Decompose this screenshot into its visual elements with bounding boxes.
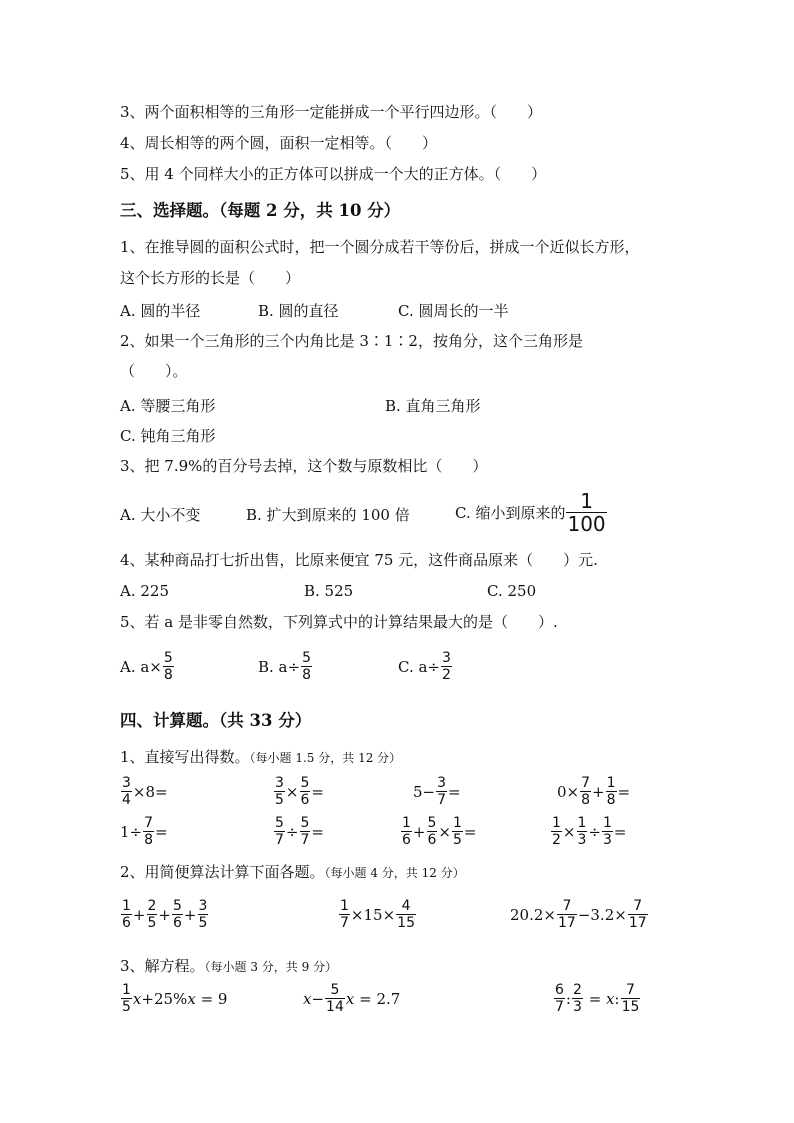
equation-1: $\frac{1}{5}$ x + 25% x = 9 xyxy=(122,982,228,1015)
choice-q1-line1: 1、在推导圆的面积公式时，把一个圆分成若干等份后，拼成一个近似长方形， xyxy=(120,238,640,256)
equation-2: x − $\frac{5}{14}$ x = 2.7 xyxy=(303,982,401,1015)
mental-calc-8: $\frac{1}{2}$ × $\frac{1}{3}$ ÷ $\frac{1}{3}$ = xyxy=(552,815,627,848)
mental-calc-4: 0 × $\frac{7}{8}$ + $\frac{1}{8}$ = xyxy=(557,775,631,808)
simplify-calc-2: $\frac{1}{7}$ × 15 × $\frac{4}{15}$ xyxy=(340,898,415,931)
choice-q1-option-a: A. 圆的半径 xyxy=(120,302,201,320)
choice-q2-option-c: C. 钝角三角形 xyxy=(120,427,216,445)
mental-calc-7: $\frac{1}{6}$ + $\frac{5}{6}$ × $\frac{1}{5}$ = xyxy=(402,815,477,848)
choice-q1-line2: 这个长方形的长是（ ） xyxy=(120,269,301,287)
section-title-choice: 三、选择题。（每题 2 分，共 10 分） xyxy=(120,201,401,220)
choice-q4-option-a: A. 225 xyxy=(120,582,169,600)
mental-calc-6: $\frac{5}{7}$ ÷ $\frac{5}{7}$ = xyxy=(275,815,324,848)
fraction: $\frac{3}{2}$ xyxy=(442,650,451,683)
choice-q3-stem: 3、把 7.9%的百分号去掉，这个数与原数相比（ ） xyxy=(120,457,488,475)
choice-q3-option-c xyxy=(455,490,608,535)
mental-calc-2: $\frac{3}{5}$ × $\frac{5}{6}$ = xyxy=(275,775,324,808)
choice-q2-option-b: B. 直角三角形 xyxy=(385,397,481,415)
calc-s3-title: 3、解方程。（每小题 3 分，共 9 分） xyxy=(120,957,338,975)
choice-q4-stem: 4、某种商品打七折出售，比原来便宜 75 元，这件商品原来（ ）元. xyxy=(120,551,598,569)
choice-q2-option-a: A. 等腰三角形 xyxy=(120,397,216,415)
judge-q3: 3、两个面积相等的三角形一定能拼成一个平行四边形。（ ） xyxy=(120,103,543,121)
calc-s2-title: 2、用简便算法计算下面各题。（每小题 4 分，共 12 分） xyxy=(120,863,465,881)
choice-q5-stem: 5、若 a 是非零自然数，下列算式中的计算结果最大的是（ ）. xyxy=(120,613,558,631)
mental-calc-1: $\frac{3}{4}$ × 8 = xyxy=(122,775,168,808)
choice-q5-option-b: B. a÷ $\frac{5}{8}$ xyxy=(258,650,311,683)
choice-q3-option-c-label: C. 缩小到原来的 xyxy=(455,504,566,522)
choice-q3-option-a: A. 大小不变 xyxy=(120,506,201,524)
choice-q1-option-c: C. 圆周长的一半 xyxy=(398,302,509,320)
calc-s1-title: 1、直接写出得数。（每小题 1.5 分，共 12 分） xyxy=(120,748,402,766)
choice-q4-option-c: C. 250 xyxy=(487,582,537,600)
equation-3: $\frac{6}{7}$ : $\frac{2}{3}$ = x : $\frac{7}{15}$ xyxy=(555,982,640,1015)
mental-calc-3: 5 − $\frac{3}{7}$ = xyxy=(413,775,461,808)
choice-q5-option-c: C. a÷ $\frac{3}{2}$ xyxy=(398,650,451,683)
choice-q5-option-a: A. a× $\frac{5}{8}$ xyxy=(120,650,173,683)
judge-q5: 5、用 4 个同样大小的正方体可以拼成一个大的正方体。（ ） xyxy=(120,165,547,183)
fraction: $\frac{5}{8}$ xyxy=(163,650,173,683)
mental-calc-5: 1 ÷ $\frac{7}{8}$ = xyxy=(120,815,168,848)
fraction-one-hundredth: $\frac{1}{100}$ xyxy=(567,489,606,536)
choice-q2-line2: （ ）。 xyxy=(120,362,188,380)
choice-q1-option-b: B. 圆的直径 xyxy=(258,302,339,320)
simplify-calc-3: 20.2 × $\frac{7}{17}$ − 3.2 × $\frac{7}{17}$ xyxy=(510,898,647,931)
judge-q4: 4、周长相等的两个圆，面积一定相等。（ ） xyxy=(120,134,438,152)
fraction: $\frac{5}{8}$ xyxy=(302,650,311,683)
choice-q4-option-b: B. 525 xyxy=(304,582,354,600)
section-title-calc: 四、计算题。（共 33 分） xyxy=(120,711,312,730)
simplify-calc-1: $\frac{1}{6}$ + $\frac{2}{5}$ + $\frac{5}{6}$ + $\frac{3}{5}$ xyxy=(122,898,208,931)
choice-q2-line1: 2、如果一个三角形的三个内角比是 3∶1∶2，按角分，这个三角形是 xyxy=(120,332,583,350)
choice-q3-option-b: B. 扩大到原来的 100 倍 xyxy=(246,506,410,524)
